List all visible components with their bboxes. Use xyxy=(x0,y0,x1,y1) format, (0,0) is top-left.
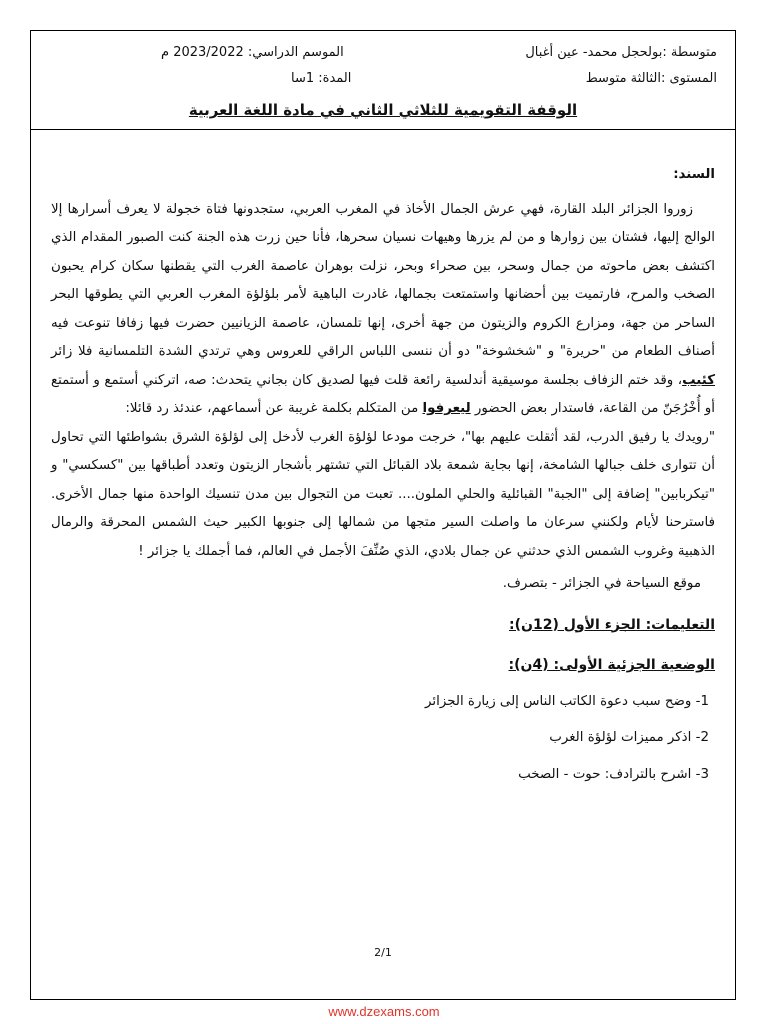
paragraph-2: "رويدك يا رفيق الدرب، لقد أثقلت عليهم بها"، خرجت مودعا لؤلؤة الغرب لأدخل إلى لؤلؤة الشرق بشواطئها التي تحاول أن تتوارى خلف جبالها الشامخة، إنها بجاية شمعة بلاد القبائل التي تشتهر بأشجار الزيتون وتعدد أطباقها بين "كسكسي" و "تيكربابين" إضافة إلى "الجبة" القبائلية والحلي الملون.... تعبت من التجوال بين مدن تنسيك الواحدة منها جمال الأخرى. فاسترحنا لأيام ولكنني سرعان ما واصلت السير متجها من شمالها إلى جنوبها الكبير حيث الشمس المحرقة والرمال الذهبية وغروب الشمس الذي حدثني عن جمال بلادي، الذي صُنِّفَ الأجمل في العالم، فما أجملك يا جزائر ! xyxy=(51,429,715,559)
situation-one-title: الوضعية الجزئية الأولى: (4ن): xyxy=(508,657,715,673)
question-1: 1- وضح سبب دعوة الكاتب الناس إلى زيارة الجزائر xyxy=(425,693,709,709)
question-2: 2- اذكر مميزات لؤلؤة الغرب xyxy=(549,730,709,745)
page-number: 2/1 xyxy=(374,946,392,959)
paragraph-1-part-a: زوروا الجزائر البلد القارة، فهي عرش الجمال الأخاذ في المغرب العربي، ستجدونها فتاة خجولة لا يعرف أسرارها إلا الوالج إليها، فشتان بين زوارها و من لم يزرها وهيهات نسيان سحرها، فأنا حين زرت هذه الجنة كنت الصبور المقدام الذي اكتشف بعض ماحوته من جمال وسحر، بين صحراء وبحر، نزلت بوهران عاصمة الغرب التي يقطنها سكان كرام يحبون الصخب والمرح، فارتميت بين أحضانها واستمتعت بجمالها، غادرت الباهية لأمر بلؤلؤة المغرب العربي التي يطوقها البحر الساحر من جهة، ومزارع الكروم والزيتون من جهة أخرى، إنها تلمسان، عاصمة الزيانيين حضرت فيها زفافا تنوعت فيه أصناف الطعام من "حريرة" و "شخشوخة" دو أن ننسى اللباس الراقي للعروس وهي ترتدي الشدة التلمسانية فلا زائر xyxy=(51,201,715,359)
school-year: الموسم الدراسي: 2023/2022 م xyxy=(161,45,344,60)
exam-frame xyxy=(30,30,736,1000)
paragraph-1-part-c: من المتكلم بكلمة غريبة عن أسماعهم، عندئذ رد قائلا: xyxy=(125,401,423,416)
paragraph-1 xyxy=(51,196,715,424)
paragraph-1-part-b: ، وقد ختم الزفاف بجلسة موسيقية أندلسية رائعة قلت فيها لصديق كان بجاني يتحدث: صه، اتركني أستمع و أستمتع أو أُخْرُجَنّ من القاعة، فاستدار بعض الحضور xyxy=(51,372,715,416)
school-name: متوسطة :بولحجل محمد- عين أغبال xyxy=(525,45,717,60)
exam-title: الوقفة التقويمية للثلاثي الثاني في مادة اللغة العربية xyxy=(188,101,578,119)
text-source: موقع السياحة في الجزائر - بتصرف. xyxy=(502,576,701,591)
underlined-word-2: ليعرفوا xyxy=(422,401,471,416)
grade-level: المستوى :الثالثة متوسط xyxy=(585,71,717,86)
underlined-word-1: كئيب xyxy=(682,372,715,388)
text-label: السند: xyxy=(673,167,715,182)
exam-header xyxy=(31,31,735,130)
part-one-title: التعليمات: الجزء الأول (12ن): xyxy=(509,616,715,633)
question-3: 3- اشرح بالترادف: حوت - الصخب xyxy=(518,766,709,782)
exam-duration: المدة: 1سا xyxy=(291,71,352,86)
website-link[interactable]: www.dzexams.com xyxy=(328,1004,440,1019)
exam-content xyxy=(51,161,715,789)
